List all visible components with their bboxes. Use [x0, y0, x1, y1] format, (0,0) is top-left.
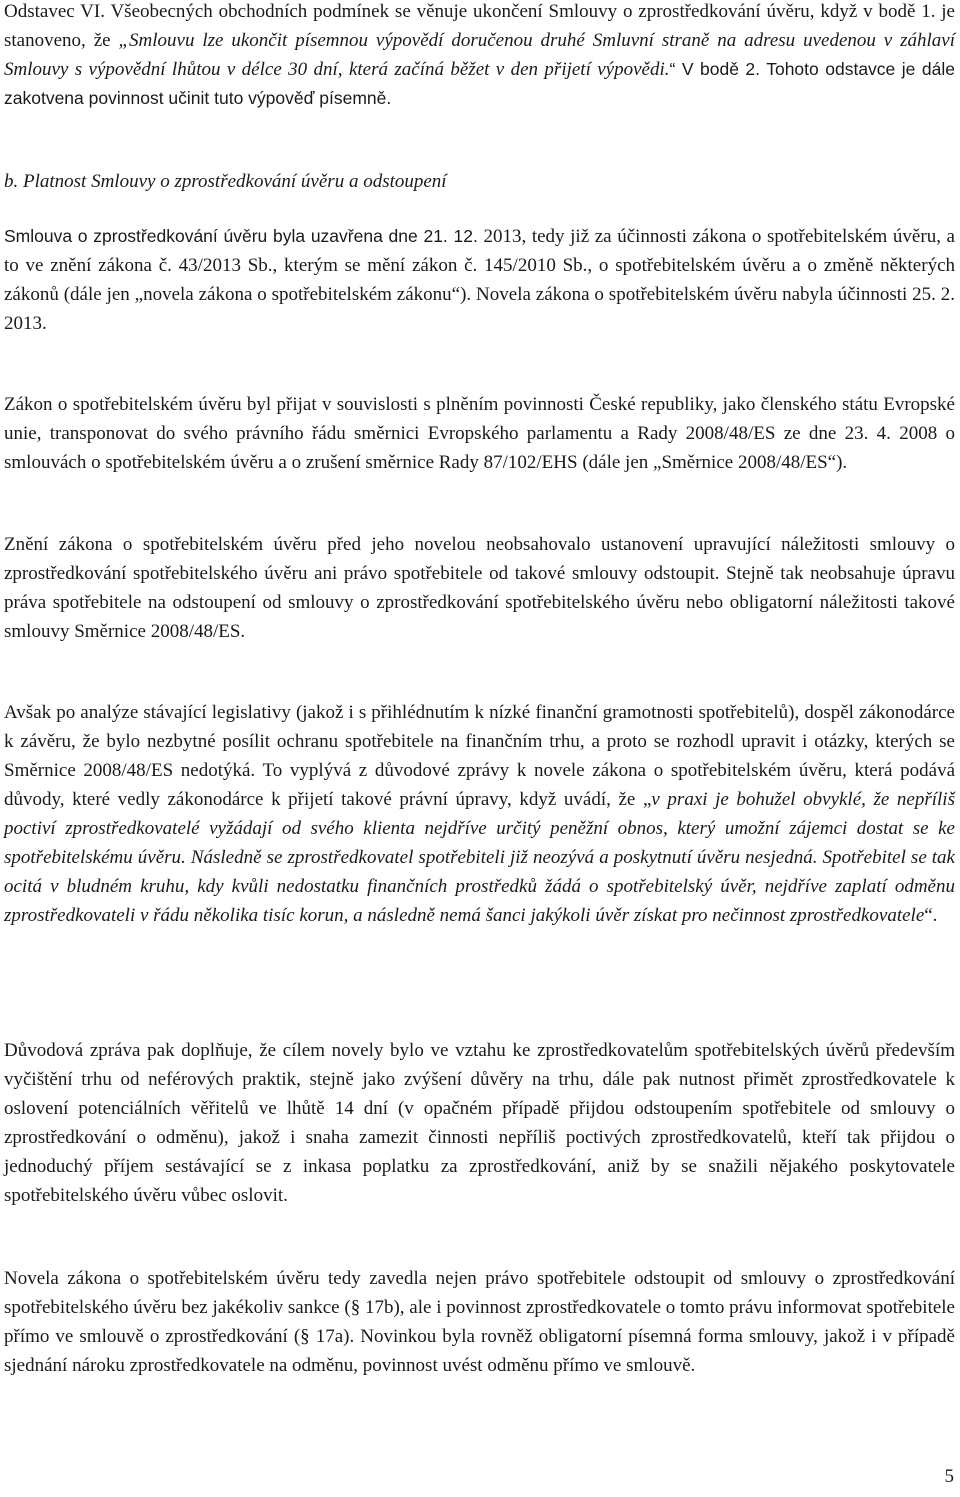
text-run: “.: [924, 905, 938, 926]
heading-text: b. Platnost Smlouvy o zprostředkování úvěru a odstoupení: [4, 171, 447, 192]
section-heading-b: [4, 167, 955, 196]
text-run: 2013, tedy již za účinnosti zákona o spotřebitelském úvěru, a to ve znění zákona č. 43/2013 Sb., kterým se mění zákon č. 145/2010 Sb., o spotřebitelském úvěru a o změně některých zákonů (dále jen „novela zákona o spotřebitelském zákonu“). Novela zákona o spotřebitelském úvěru nabyla účinnosti 25. 2. 2013.: [4, 226, 955, 334]
text-run: “ V bodě 2. Tohoto odstavce je dále zakotvena povinnost učinit tuto výpověď písemně.: [4, 59, 955, 108]
text-run: Smlouva o zprostředkování úvěru byla uzavřena dne 21. 12.: [4, 226, 478, 246]
paragraph-explanatory-report: Důvodová zpráva pak doplňuje, že cílem novely bylo ve vztahu ke zprostředkovatelům spotřebitelských úvěrů především vyčištění trhu od neférových praktik, stejně jako zvýšení důvěry na trhu, dále pak nutnost přimět zprostředkovatele k oslovení potenciálních věřitelů ve lhůtě 14 dní (v opačném případě přijdou odstoupením spotřebitele od smlouvy o zprostředkování o odměnu), jakož i snaha zamezit činnosti nepříliš poctivých zprostředkovatelů, kteří tak přijdou o jednoduchý příjem sestávající se z inkasa poplatku za zprostředkování, aniž by se snažili nějakého poskytovatele spotřebitelského úvěru vůbec oslovit.: [4, 1040, 955, 1206]
paragraph-amendment: Novela zákona o spotřebitelském úvěru tedy zavedla nejen právo spotřebitele odstoupit od smlouvy o zprostředkování spotřebitelského úvěru bez jakékoliv sankce (§ 17b), ale i povinnost zprostředkovatele o tomto právu informovat spotřebitele přímo ve smlouvě o zprostředkování (§ 17a). Novinkou byla rovněž obligatorní písemná forma smlouvy, jakož i v případě sjednání nároku zprostředkovatele na odměnu, povinnost uvést odměnu přímo ve smlouvě.: [4, 1268, 955, 1376]
text-run: Odstavec VI. Všeobecných obchodních podmínek se věnuje ukončení Smlouvy o zprostředkování úvěru, když v bodě 1. je stanoveno, že: [4, 1, 955, 51]
text-run: Avšak po analýze stávající legislativy (jakož i s přihlédnutím k nízké finanční gramotnosti spotřebitelů), dospěl zákonodárce k závěru, že bylo nezbytné posílit ochranu spotřebitele na finančním trhu, a proto se rozhodl upravit i otázky, kterých se Směrnice 2008/48/ES nedotýká. To vyplývá z důvodové zprávy k novele zákona o spotřebitelském úvěru, která podává důvody, které vedly zákonodárce k přijetí takové právní úpravy, když uvádí, že „: [4, 702, 955, 810]
paragraph-law-content: Znění zákona o spotřebitelském úvěru před jeho novelou neobsahovalo ustanovení upravující náležitosti smlouvy o zprostředkování spotřebitelského úvěru ani právo spotřebitele od takové smlouvy odstoupit. Stejně tak neobsahuje úpravu práva spotřebitele na odstoupení od smlouvy o zprostředkování spotřebitelského úvěru nebo obligatorní náležitosti takové smlouvy Směrnice 2008/48/ES.: [4, 534, 955, 642]
quoted-text: v praxi je bohužel obvyklé, že nepříliš poctiví zprostředkovatelé vyžádají od svého klienta nejdříve určitý peněžní obnos, který umožní zájemci dostat se ke spotřebitelskému úvěru. Následně se zprostředkovatel spotřebiteli již neozývá a poskytnutí úvěru nesjedná. Spotřebitel se tak ocitá v bludném kruhu, kdy kvůli nedostatku finančních prostředků žádá o spotřebitelský úvěr, nejdříve zaplatí odměnu zprostředkovateli v řádu několika tisíc korun, a následně nemá šanci jakýkoli úvěr získat pro nečinnost zprostředkovatele: [4, 789, 955, 926]
paragraph-analysis: [4, 698, 955, 930]
paragraph-termination: [4, 0, 955, 113]
quoted-text: „Smlouvu lze ukončit písemnou výpovědí doručenou druhé Smluvní straně na adresu uvedenou v záhlaví Smlouvy s výpovědní lhůtou v délce 30 dní, která začíná běžet v den přijetí výpovědi.: [4, 30, 955, 80]
paragraph-validity: [4, 222, 955, 338]
paragraph-law-adoption: Zákon o spotřebitelském úvěru byl přijat v souvislosti s plněním povinnosti České republiky, jako členského státu Evropské unie, transponovat do svého právního řádu směrnici Evropského parlamentu a Rady 2008/48/ES ze dne 23. 4. 2008 o smlouvách o spotřebitelském úvěru a o zrušení směrnice Rady 87/102/EHS (dále jen „Směrnice 2008/48/ES“).: [4, 394, 955, 473]
page-number: 5: [944, 1466, 954, 1487]
